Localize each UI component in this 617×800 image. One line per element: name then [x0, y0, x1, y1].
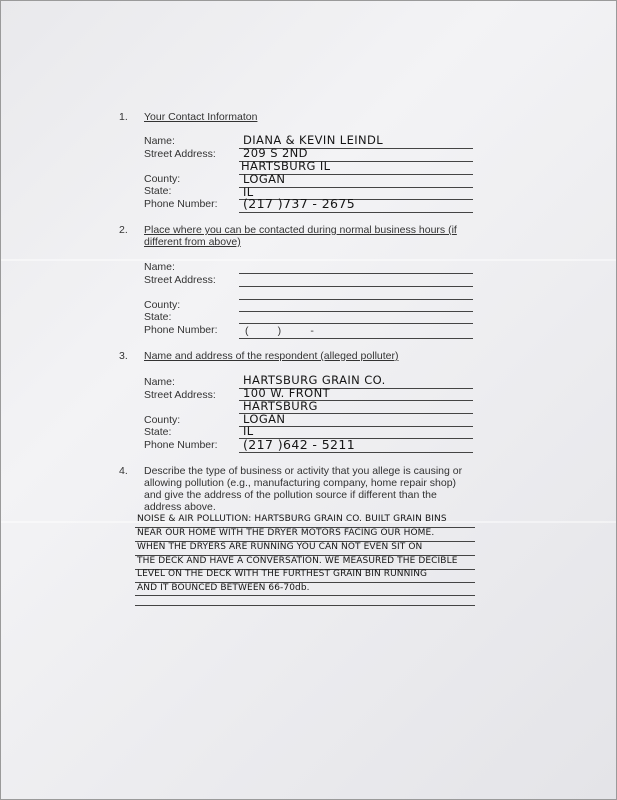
answer-rule	[135, 595, 475, 596]
business-state-line	[239, 323, 473, 324]
section-4-prompt-line: allowing pollution (e.g., manufacturing company, home repair shop)	[144, 477, 457, 489]
contact-state-value: IL	[243, 185, 254, 199]
section-2-heading-line2: different from above)	[144, 236, 241, 248]
section-3-heading: Name and address of the respondent (alleged polluter)	[144, 350, 399, 362]
respondent-street-value-2: HARTSBURG	[243, 399, 318, 413]
section-2-number: 2.	[119, 224, 128, 236]
pollution-description-line: THE DECK AND HAVE A CONVERSATION. WE MEASURED THE DECIBLE	[137, 556, 458, 566]
business-street-line-1	[239, 286, 473, 287]
business-name-line	[239, 273, 473, 274]
pollution-description-line: AND IT BOUNCED BETWEEN 66-70db.	[137, 583, 310, 593]
respondent-state-value: IL	[243, 424, 254, 438]
business-phone-blank: ( ) -	[245, 325, 314, 337]
business-county-label: County:	[144, 299, 181, 311]
section-2-heading-line1: Place where you can be contacted during normal business hours (if	[144, 224, 457, 236]
contact-phone-line	[239, 212, 473, 213]
section-1-number: 1.	[119, 111, 128, 123]
contact-phone-label: Phone Number:	[144, 198, 218, 210]
section-4-prompt-line: and give the address of the pollution source if different than the	[144, 489, 437, 501]
contact-phone-value: (217 )737 - 2675	[243, 196, 356, 211]
business-phone-line	[239, 338, 473, 339]
respondent-phone-value: (217 )642 - 5211	[243, 437, 356, 452]
pollution-description-line: NEAR OUR HOME WITH THE DRYER MOTORS FACING OUR HOME.	[137, 528, 435, 538]
paper-crease	[1, 259, 616, 261]
business-county-line	[239, 311, 473, 312]
contact-county-line	[239, 187, 473, 188]
respondent-street-value-1: 100 W. FRONT	[243, 386, 331, 400]
section-4-prompt-line: address above.	[144, 501, 216, 513]
contact-name-label: Name:	[144, 135, 175, 147]
section-4-prompt-line: Describe the type of business or activity that you allege is causing or	[144, 465, 463, 477]
contact-street-value-1: 209 S 2ND	[243, 146, 308, 160]
section-3-number: 3.	[119, 350, 128, 362]
answer-rule	[135, 605, 475, 606]
contact-name-value: DIANA & KEVIN LEINDL	[243, 133, 384, 147]
respondent-name-value: HARTSBURG GRAIN CO.	[243, 373, 386, 387]
contact-state-label: State:	[144, 185, 172, 197]
pollution-description-line: WHEN THE DRYERS ARE RUNNING YOU CAN NOT EVEN SIT ON	[137, 542, 423, 552]
business-street-label: Street Address:	[144, 274, 216, 286]
contact-street-value-2: HARTSBURG IL	[241, 159, 331, 173]
contact-street-label: Street Address:	[144, 148, 216, 160]
respondent-state-label: State:	[144, 426, 172, 438]
section-1-heading: Your Contact Informaton	[144, 111, 258, 123]
respondent-name-label: Name:	[144, 376, 175, 388]
respondent-county-label: County:	[144, 414, 181, 426]
respondent-county-value: LOGAN	[243, 412, 286, 426]
business-name-label: Name:	[144, 261, 175, 273]
respondent-county-line	[239, 426, 473, 427]
contact-county-value: LOGAN	[243, 172, 286, 186]
section-4-number: 4.	[119, 465, 128, 477]
pollution-description-line: LEVEL ON THE DECK WITH THE FURTHEST GRAIN BIN RUNNING	[137, 569, 428, 579]
business-state-label: State:	[144, 311, 172, 323]
contact-county-label: County:	[144, 173, 181, 185]
business-phone-label: Phone Number:	[144, 324, 218, 336]
business-street-line-2	[239, 299, 473, 300]
pollution-description-line: NOISE & AIR POLLUTION: HARTSBURG GRAIN CO. BUILT GRAIN BINS	[137, 514, 447, 524]
respondent-phone-label: Phone Number:	[144, 439, 218, 451]
respondent-street-label: Street Address:	[144, 389, 216, 401]
respondent-phone-line	[239, 452, 473, 453]
